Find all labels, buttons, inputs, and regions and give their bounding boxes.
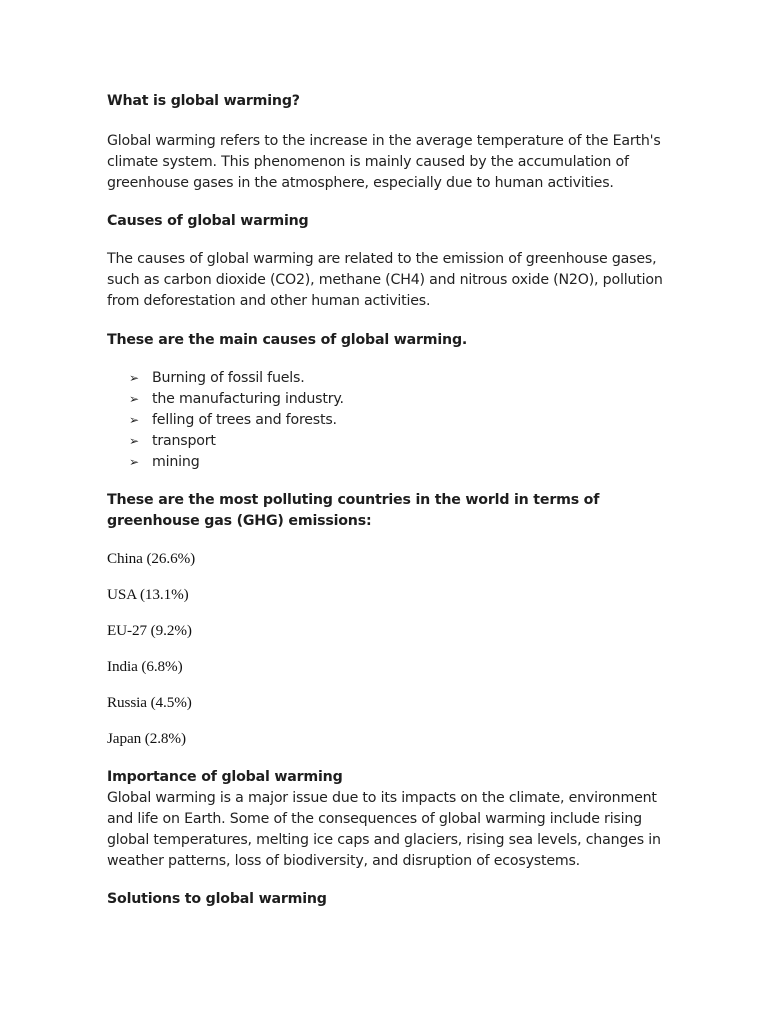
list-item <box>129 452 667 473</box>
arrowhead-bullet-icon: ➢ <box>129 413 139 427</box>
arrowhead-bullet-icon: ➢ <box>129 434 139 448</box>
arrowhead-bullet-icon: ➢ <box>129 455 139 469</box>
country-entry: EU-27 (9.2%) <box>107 622 192 639</box>
document-content <box>107 91 667 910</box>
list-item <box>129 389 667 410</box>
paragraph-importance: Global warming is a major issue due to its impacts on the climate, environment and life on Earth. Some of the consequences of global warming include rising global temperatures, melting ice caps and glaciers, rising sea levels, changes in weather patterns, loss of biodiversity, and disruption of ecosystems. <box>107 790 661 869</box>
paragraph-what-is-global-warming: Global warming refers to the increase in the average temperature of the Earth's climate system. This phenomenon is mainly caused by the accumulation of greenhouse gases in the atmosphere, especially due to human activities. <box>107 133 661 191</box>
arrowhead-bullet-icon: ➢ <box>129 371 139 385</box>
country-entry: China (26.6%) <box>107 550 196 567</box>
list-item <box>129 431 667 452</box>
list-item <box>129 410 667 431</box>
country-entry: Russia (4.5%) <box>107 694 192 711</box>
heading-solutions: Solutions to global warming <box>107 891 327 907</box>
list-item-label: transport <box>152 433 216 449</box>
arrowhead-bullet-icon: ➢ <box>129 392 139 406</box>
list-item <box>129 368 667 389</box>
country-entry: USA (13.1%) <box>107 586 189 603</box>
heading-polluting-countries: These are the most polluting countries in the world in terms of greenhouse gas (GHG) emissions: <box>107 492 600 529</box>
list-item-label: mining <box>152 454 200 470</box>
list-item-label: the manufacturing industry. <box>152 391 344 407</box>
causes-list <box>107 368 667 473</box>
heading-what-is-global-warming: What is global warming? <box>107 93 300 109</box>
heading-importance: Importance of global warming <box>107 769 343 785</box>
country-entry: Japan (2.8%) <box>107 730 186 747</box>
list-item-label: Burning of fossil fuels. <box>152 370 305 386</box>
heading-causes: Causes of global warming <box>107 213 309 229</box>
paragraph-causes: The causes of global warming are related to the emission of greenhouse gases, such as carbon dioxide (CO2), methane (CH4) and nitrous oxide (N2O), pollution from deforestation and other human activities. <box>107 251 663 309</box>
heading-main-causes: These are the main causes of global warming. <box>107 332 468 348</box>
country-entry: India (6.8%) <box>107 658 183 675</box>
list-item-label: felling of trees and forests. <box>152 412 337 428</box>
